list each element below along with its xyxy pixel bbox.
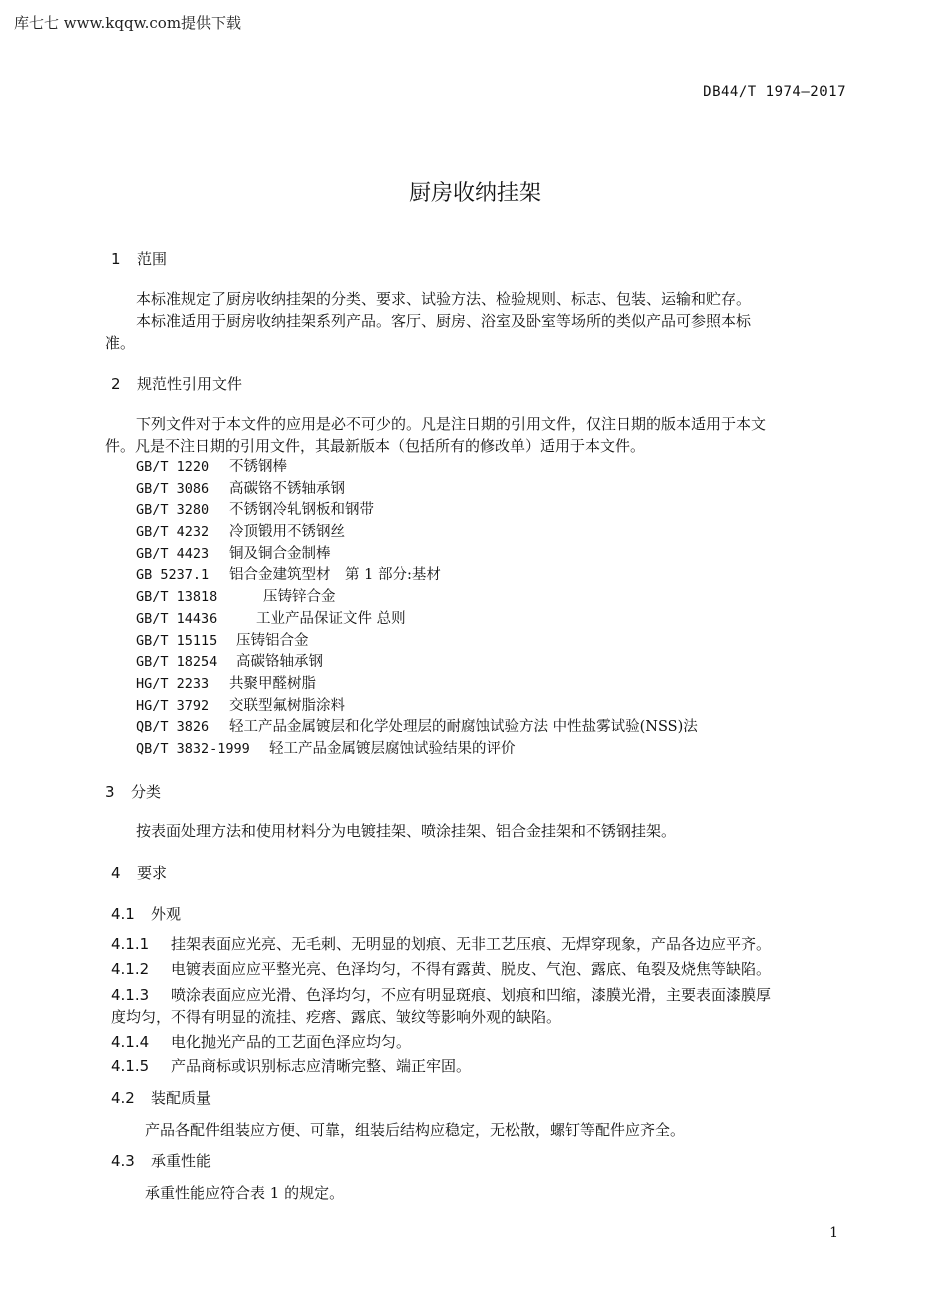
- section-2-heading: [111, 373, 242, 394]
- reference-item: [136, 717, 698, 739]
- reference-title: 轻工产品金属镀层腐蚀试验结果的评价: [269, 740, 516, 757]
- section-number: 1: [111, 250, 121, 268]
- section-number: 4.3: [111, 1152, 135, 1170]
- reference-code: GB/T 3280: [136, 502, 210, 519]
- reference-list: [136, 457, 698, 761]
- reference-title: 高碳铬轴承钢: [236, 654, 323, 671]
- clause-number: 4.1.4: [111, 1033, 150, 1051]
- reference-title: 工业产品保证文件 总则: [256, 610, 406, 627]
- section-title: 装配质量: [151, 1089, 212, 1107]
- reference-code: GB/T 1220: [136, 459, 210, 475]
- reference-code: GB/T 18254: [136, 654, 218, 671]
- section-title: 范围: [137, 250, 168, 268]
- clause-text: 喷涂表面应应光滑、色泽均匀，不应有明显斑痕、划痕和凹缩，漆膜光滑，主要表面漆膜厚: [171, 986, 772, 1004]
- section-title: 承重性能: [151, 1152, 212, 1170]
- section-title: 要求: [137, 864, 168, 882]
- reference-code: GB/T 15115: [136, 632, 218, 649]
- reference-title: 轻工产品金属镀层和化学处理层的耐腐蚀试验方法 中性盐雾试验(NSS)法: [229, 719, 698, 736]
- clause-4-1-5: [111, 1055, 471, 1077]
- reference-item: [136, 522, 698, 544]
- reference-item: [136, 565, 698, 587]
- page-number: 1: [829, 1225, 838, 1241]
- paragraph: 承重性能应符合表 1 的规定。: [145, 1184, 345, 1202]
- section-title: 外观: [151, 905, 182, 923]
- reference-item: [136, 739, 698, 761]
- section-title: 分类: [131, 783, 162, 801]
- clause-continuation: 度均匀，不得有明显的流挂、疙瘩、露底、皱纹等影响外观的缺陷。: [111, 1008, 562, 1026]
- section-3-heading: [105, 781, 161, 802]
- section-number: 4.1: [111, 905, 135, 923]
- clause-4-1-4: [111, 1031, 411, 1053]
- paragraph: 产品各配件组装应方便、可靠，组装后结构应稳定，无松散，螺钉等配件应齐全。: [145, 1121, 686, 1139]
- subsection-4-3-heading: [111, 1150, 211, 1171]
- reference-item: [136, 674, 698, 696]
- clause-4-1-3: [111, 984, 771, 1006]
- subsection-4-1-heading: [111, 903, 181, 924]
- clause-number: 4.1.5: [111, 1057, 150, 1075]
- reference-title: 共聚甲醛树脂: [229, 675, 316, 692]
- reference-code: GB 5237.1: [136, 567, 210, 584]
- section-number: 2: [111, 375, 121, 393]
- reference-code: GB/T 13818: [136, 589, 218, 606]
- section-4-heading: [111, 862, 167, 883]
- reference-code: QB/T 3826: [136, 719, 210, 736]
- clause-number: 4.1.1: [111, 935, 150, 953]
- standard-number: DB44/T 1974—2017: [703, 84, 846, 100]
- paragraph: 下列文件对于本文件的应用是必不可少的。凡是注日期的引用文件，仅注日期的版本适用于本文: [136, 415, 767, 433]
- reference-title: 压铸锌合金: [263, 589, 336, 606]
- clause-number: 4.1.3: [111, 986, 150, 1004]
- reference-title: 铝合金建筑型材 第 1 部分:基材: [229, 567, 441, 584]
- reference-code: HG/T 3792: [136, 697, 210, 714]
- paragraph-continuation: 准。: [105, 334, 136, 352]
- clause-text: 电镀表面应应平整光亮、色泽均匀，不得有露黄、脱皮、气泡、露底、龟裂及烧焦等缺陷。: [171, 960, 772, 978]
- paragraph: 按表面处理方法和使用材料分为电镀挂架、喷涂挂架、铝合金挂架和不锈钢挂架。: [136, 822, 677, 840]
- paragraph: 本标准适用于厨房收纳挂架系列产品。客厅、厨房、浴室及卧室等场所的类似产品可参照本标: [136, 312, 752, 330]
- reference-title: 交联型氟树脂涂料: [229, 697, 345, 714]
- paragraph: 本标准规定了厨房收纳挂架的分类、要求、试验方法、检验规则、标志、包装、运输和贮存。: [136, 290, 752, 308]
- reference-title: 铜及铜合金制棒: [229, 545, 331, 562]
- document-title: 厨房收纳挂架: [408, 181, 541, 206]
- clause-4-1-2: [111, 958, 771, 980]
- reference-item: [136, 609, 698, 631]
- clause-text: 电化抛光产品的工艺面色泽应均匀。: [171, 1033, 412, 1051]
- reference-item: [136, 587, 698, 609]
- section-title: 规范性引用文件: [137, 375, 243, 393]
- reference-item: [136, 479, 698, 501]
- section-number: 4.2: [111, 1089, 135, 1107]
- reference-code: QB/T 3832-1999: [136, 740, 250, 757]
- reference-items: [136, 457, 698, 761]
- section-number: 3: [105, 783, 115, 801]
- reference-title: 压铸铝合金: [236, 632, 309, 649]
- section-number: 4: [111, 864, 121, 882]
- reference-code: GB/T 4423: [136, 545, 210, 562]
- reference-title: 冷顶锻用不锈钢丝: [229, 524, 345, 541]
- clause-4-1-1: [111, 933, 771, 955]
- reference-title: 不锈钢冷轧钢板和钢带: [229, 502, 374, 519]
- reference-code: HG/T 2233: [136, 675, 210, 692]
- paragraph-continuation: 件。凡是不注日期的引用文件，其最新版本（包括所有的修改单）适用于本文件。: [105, 437, 646, 455]
- reference-title: 不锈钢棒: [229, 459, 287, 475]
- reference-code: GB/T 4232: [136, 524, 210, 541]
- reference-item: [136, 652, 698, 674]
- reference-title: 高碳铬不锈轴承钢: [229, 480, 345, 497]
- clause-text: 挂架表面应光亮、无毛刺、无明显的划痕、无非工艺压痕、无焊穿现象，产品各边应平齐。: [171, 935, 772, 953]
- reference-code: GB/T 14436: [136, 610, 218, 627]
- clause-text: 产品商标或识别标志应清晰完整、端正牢固。: [171, 1057, 472, 1075]
- reference-item: [136, 500, 698, 522]
- reference-item: [136, 457, 698, 479]
- watermark-text: 库七七 www.kqqw.com提供下载: [14, 14, 242, 32]
- reference-item: [136, 631, 698, 653]
- reference-code: GB/T 3086: [136, 480, 210, 497]
- reference-item: [136, 696, 698, 718]
- reference-item: [136, 544, 698, 566]
- clause-number: 4.1.2: [111, 960, 150, 978]
- section-1-heading: [111, 248, 167, 269]
- subsection-4-2-heading: [111, 1087, 211, 1108]
